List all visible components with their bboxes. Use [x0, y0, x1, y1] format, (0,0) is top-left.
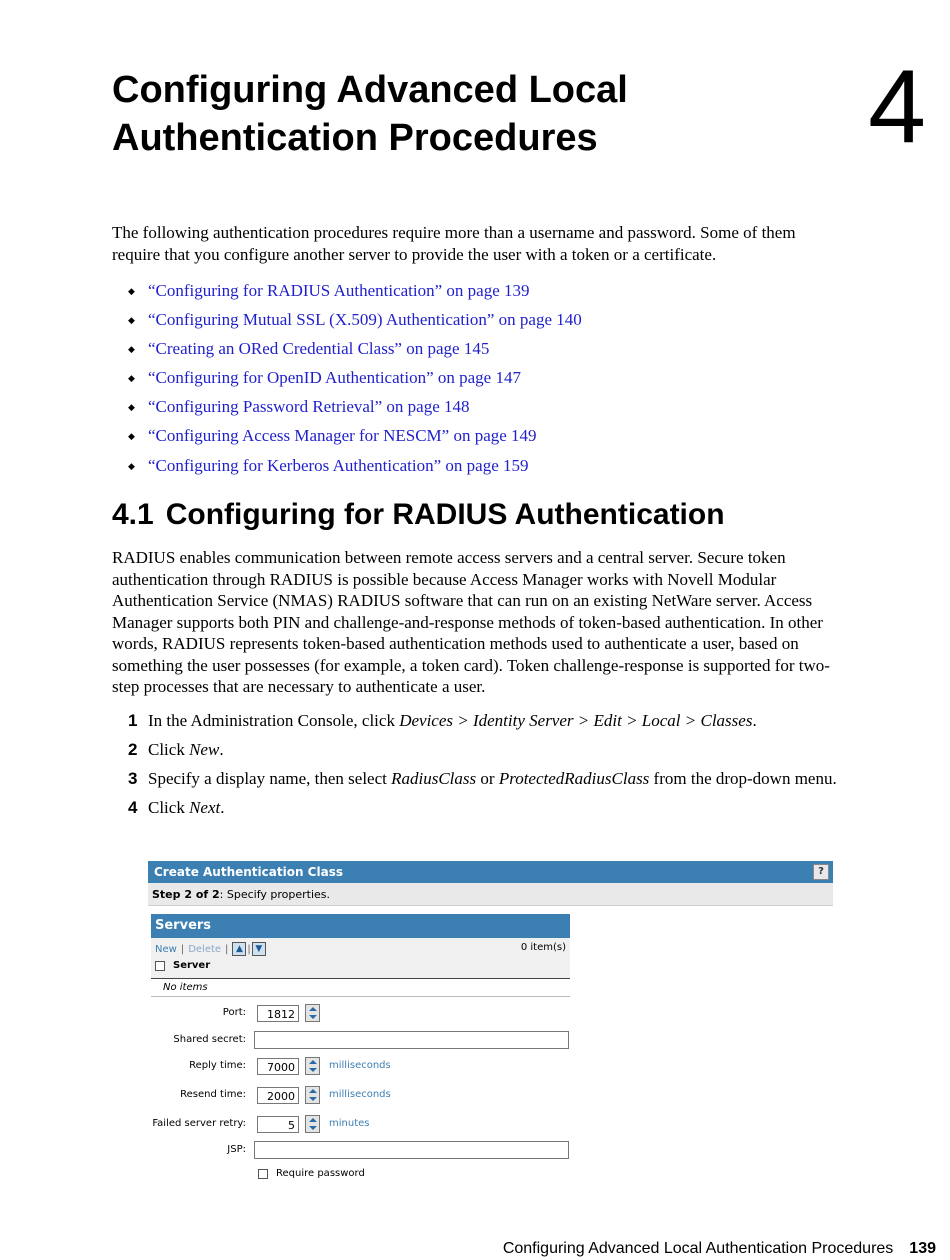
toc-link-openid[interactable]: “Configuring for OpenID Authentication” on page 147 [148, 368, 521, 388]
step-text-part: . [219, 740, 224, 759]
reply-time-unit: milliseconds [329, 1060, 391, 1071]
reply-time-input[interactable]: 7000 [257, 1058, 299, 1075]
resend-time-input[interactable]: 2000 [257, 1087, 299, 1104]
step-number: 2 [128, 740, 138, 759]
help-icon[interactable]: ? [813, 864, 829, 880]
toc-list [128, 279, 582, 483]
toolbar-actions [155, 942, 266, 956]
step-text [148, 710, 838, 732]
diamond-bullet-icon: ◆ [128, 286, 135, 296]
footer-title: Configuring Advanced Local Authentication Procedures [502, 1240, 894, 1257]
reply-time-label: Reply time: [189, 1060, 246, 1071]
step-text-part: Click [148, 740, 190, 759]
server-column-header [155, 960, 210, 971]
chapter-title-line1: Configuring Advanced Local [112, 69, 628, 111]
step-number: 1 [128, 711, 138, 730]
toc-link-radius[interactable]: “Configuring for RADIUS Authentication” on page 139 [148, 281, 530, 300]
server-column-label: Server [173, 960, 211, 971]
chapter-number: 4 [868, 49, 926, 165]
step-item [112, 710, 842, 732]
section-title [112, 496, 725, 534]
item-count: 0 item(s) [520, 942, 566, 953]
dialog-title: Create Authentication Class [154, 865, 343, 879]
step-text-part: . [752, 711, 757, 730]
toc-link-kerberos[interactable]: “Configuring for Kerberos Authentication” on page 159 [148, 455, 529, 475]
empty-list-message: No items [151, 978, 570, 997]
require-password-label: Require password [276, 1168, 365, 1179]
diamond-bullet-icon: ◆ [128, 431, 135, 442]
create-auth-class-screenshot [148, 861, 833, 1186]
toc-item [128, 424, 582, 453]
reply-time-spinner[interactable] [305, 1057, 320, 1075]
move-down-icon[interactable]: ▼ [252, 942, 266, 956]
step-number: 3 [128, 769, 138, 788]
chapter-title-line2: Authentication Procedures [112, 117, 598, 159]
failed-retry-label: Failed server retry: [152, 1118, 246, 1129]
toc-link-ored[interactable]: “Creating an ORed Credential Class” on page 145 [148, 339, 490, 359]
resend-time-spinner[interactable] [305, 1086, 320, 1104]
diamond-bullet-icon: ◆ [128, 344, 135, 355]
dialog-header [148, 861, 833, 883]
section-body: RADIUS enables communication between remote access servers and a central server. Secure token authentication through RADIUS is possible because Access Manager works with Novell Modular Authentication Service (NMAS) RADIUS software that can run on an existing NetWare server. Access Manager supports both PIN and challenge-and-response methods of token-based authentication. In other words, RADIUS represents token-based authentication methods used to authenticate a user, based on something the user possesses (for example, a token card). Token challenge-response is supported for two-step processes that are necessary to authenticate a user. [112, 548, 830, 696]
step-text-part: . [220, 798, 225, 817]
jsp-label: JSP: [227, 1144, 246, 1155]
chapter-title [112, 66, 752, 162]
separator: | [225, 944, 229, 955]
section-title-text: Configuring for RADIUS Authentication [165, 498, 725, 531]
toc-item [128, 366, 582, 395]
step-indicator [148, 883, 833, 906]
step-item [112, 768, 842, 790]
failed-retry-input[interactable]: 5 [257, 1116, 299, 1133]
page-number: 139 [909, 1240, 936, 1257]
page-footer [503, 1238, 936, 1260]
step-text [148, 768, 838, 790]
step-text-part: Click [148, 798, 190, 817]
port-spinner[interactable] [305, 1004, 320, 1022]
step-text-part: In the Administration Console, click [148, 711, 400, 730]
toc-item [128, 337, 582, 366]
step-text [148, 797, 838, 819]
toc-item [128, 395, 582, 424]
step-menu-path: Devices > Identity Server > Edit > Local > Classes [399, 711, 753, 730]
require-password-row [258, 1165, 365, 1183]
toc-item [128, 279, 582, 308]
step-text-part: Specify a display name, then select [148, 769, 392, 788]
intro-paragraph: The following authentication procedures require more than a username and password. Some of them require that you configure another server to provide the user with a token or a certificate. [112, 223, 796, 264]
step-text [148, 739, 838, 761]
toc-item [128, 308, 582, 337]
diamond-bullet-icon: ◆ [128, 460, 135, 471]
step-text-part: from the drop-down menu. [649, 769, 837, 788]
step-text-part: or [476, 769, 499, 788]
step-count: Step 2 of 2 [152, 888, 220, 901]
step-ui-term: Next [189, 798, 221, 817]
new-button[interactable]: New [155, 944, 177, 955]
separator: | [180, 944, 185, 955]
toc-link-mutual-ssl[interactable]: “Configuring Mutual SSL (X.509) Authentication” on page 140 [148, 310, 582, 330]
servers-toolbar [151, 938, 570, 979]
port-label: Port: [222, 1007, 246, 1018]
port-input[interactable]: 1812 [257, 1005, 299, 1022]
step-number: 4 [128, 798, 138, 817]
step-ui-term: RadiusClass [391, 769, 477, 788]
diamond-bullet-icon: ◆ [128, 373, 135, 384]
step-item [112, 739, 842, 761]
toc-link-password-retrieval[interactable]: “Configuring Password Retrieval” on page 148 [148, 397, 470, 417]
delete-button[interactable]: Delete [188, 944, 222, 955]
toc-link-nescm[interactable]: “Configuring Access Manager for NESCM” on page 149 [148, 426, 537, 446]
step-ui-term: New [189, 740, 220, 759]
servers-panel-title: Servers [151, 914, 570, 938]
step-ui-term: ProtectedRadiusClass [498, 769, 650, 788]
resend-time-label: Resend time: [180, 1089, 246, 1100]
jsp-input[interactable] [254, 1141, 569, 1159]
diamond-bullet-icon: ◆ [128, 315, 135, 326]
shared-secret-label: Shared secret: [173, 1034, 246, 1045]
failed-retry-unit: minutes [329, 1118, 370, 1129]
resend-time-unit: milliseconds [329, 1089, 391, 1100]
steps-list [112, 710, 842, 826]
section-number: 4.1 [112, 498, 154, 531]
diamond-bullet-icon: ◆ [128, 402, 135, 413]
require-password-checkbox[interactable] [258, 1169, 268, 1179]
select-all-checkbox[interactable] [155, 961, 165, 971]
step-description: : Specify properties. [219, 888, 331, 901]
failed-retry-spinner[interactable] [305, 1115, 320, 1133]
toc-item [128, 454, 582, 483]
move-up-icon[interactable]: ▲ [232, 942, 246, 956]
shared-secret-input[interactable] [254, 1031, 569, 1049]
step-item [112, 797, 842, 819]
separator: | [247, 944, 251, 955]
